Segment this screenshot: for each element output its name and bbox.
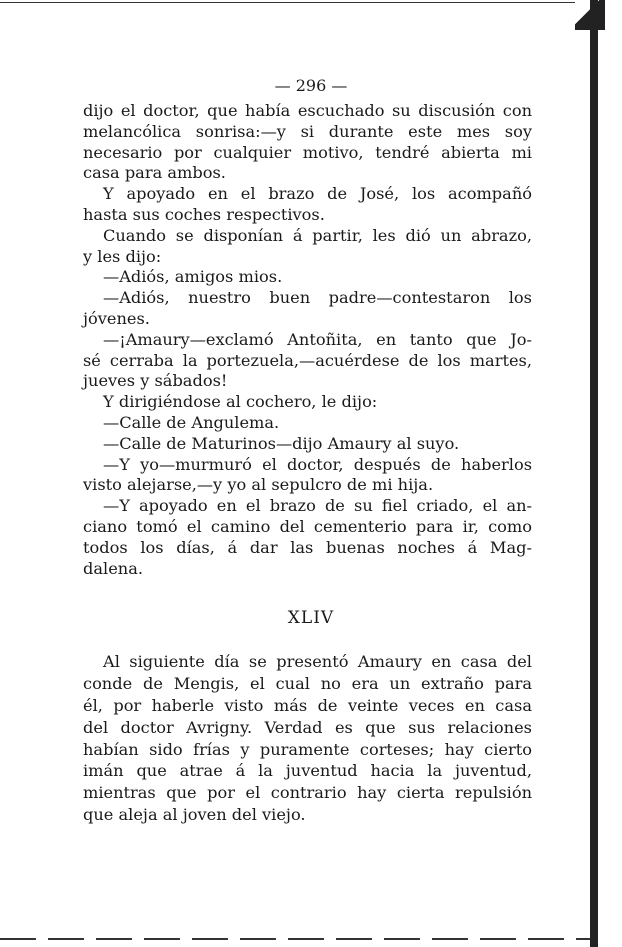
text-line: Y apoyado en el brazo de José, los acompañó <box>103 184 532 204</box>
text-line: dalena. <box>83 558 143 578</box>
text-line: ciano tomó el camino del cementerio para ir, como <box>83 516 532 536</box>
text-line: Al siguiente día se presentó Amaury en casa del <box>103 652 532 671</box>
scan-top-edge <box>0 2 585 3</box>
page-number: — 296 — <box>274 76 348 95</box>
text-line: imán que atrae á la juventud hacia la juventud, <box>83 761 532 781</box>
text-line: él, por haberle visto más de veinte veces en casa <box>83 695 532 715</box>
text-line: —Y apoyado en el brazo de su fiel criado, el an- <box>103 496 532 516</box>
text-line: —Calle de Maturinos—dijo Amaury al suyo. <box>103 433 460 453</box>
text-line: Y dirigiéndose al cochero, le dijo: <box>103 392 378 412</box>
text-line: necesario por cualquier motivo, tendré abierta mi <box>83 142 532 162</box>
text-line: —Calle de Angulema. <box>103 412 280 432</box>
text-line: visto alejarse,—y yo al sepulcro de mi hija. <box>83 475 434 495</box>
text-line: y les dijo: <box>83 246 162 266</box>
scan-right-edge <box>590 0 598 947</box>
text-line: mientras que por el contrario hay cierta repulsión <box>83 783 532 803</box>
text-line: todos los días, á dar las buenas noches á Mag- <box>83 537 532 557</box>
text-line: —Y yo—murmuró el doctor, después de haberlos <box>103 454 532 474</box>
text-line: jueves y sábados! <box>83 371 228 391</box>
text-line: que aleja al joven del viejo. <box>83 805 306 825</box>
text-line: —¡Amaury—exclamó Antoñita, en tanto que Jo- <box>103 329 532 349</box>
text-line: casa para ambos. <box>83 163 226 183</box>
text-line: melancólica sonrisa:—y si durante este mes soy <box>83 121 532 141</box>
text-line: del doctor Avrigny. Verdad es que sus relaciones <box>83 717 532 737</box>
text-line: conde de Mengis, el cual no era un extraño para <box>83 673 532 693</box>
text-line: jóvenes. <box>83 308 150 328</box>
text-line: —Adiós, nuestro buen padre—contestaron los <box>103 288 532 308</box>
text-line: Cuando se disponían á partir, les dió un abrazo, <box>103 225 532 245</box>
text-line: sé cerraba la portezuela,—acuérdese de los martes, <box>83 350 532 370</box>
text-line: habían sido frías y puramente corteses; hay cierto <box>83 739 532 759</box>
text-line: hasta sus coches respectivos. <box>83 204 325 224</box>
scan-bottom-edge <box>0 938 590 940</box>
chapter-heading: XLIV <box>287 608 335 628</box>
text-line: dijo el doctor, que había escuchado su discusión con <box>83 101 532 120</box>
body-text-section-2 <box>83 651 532 826</box>
text-line: —Adiós, amigos mios. <box>103 267 283 287</box>
body-text-section-1 <box>83 101 532 579</box>
